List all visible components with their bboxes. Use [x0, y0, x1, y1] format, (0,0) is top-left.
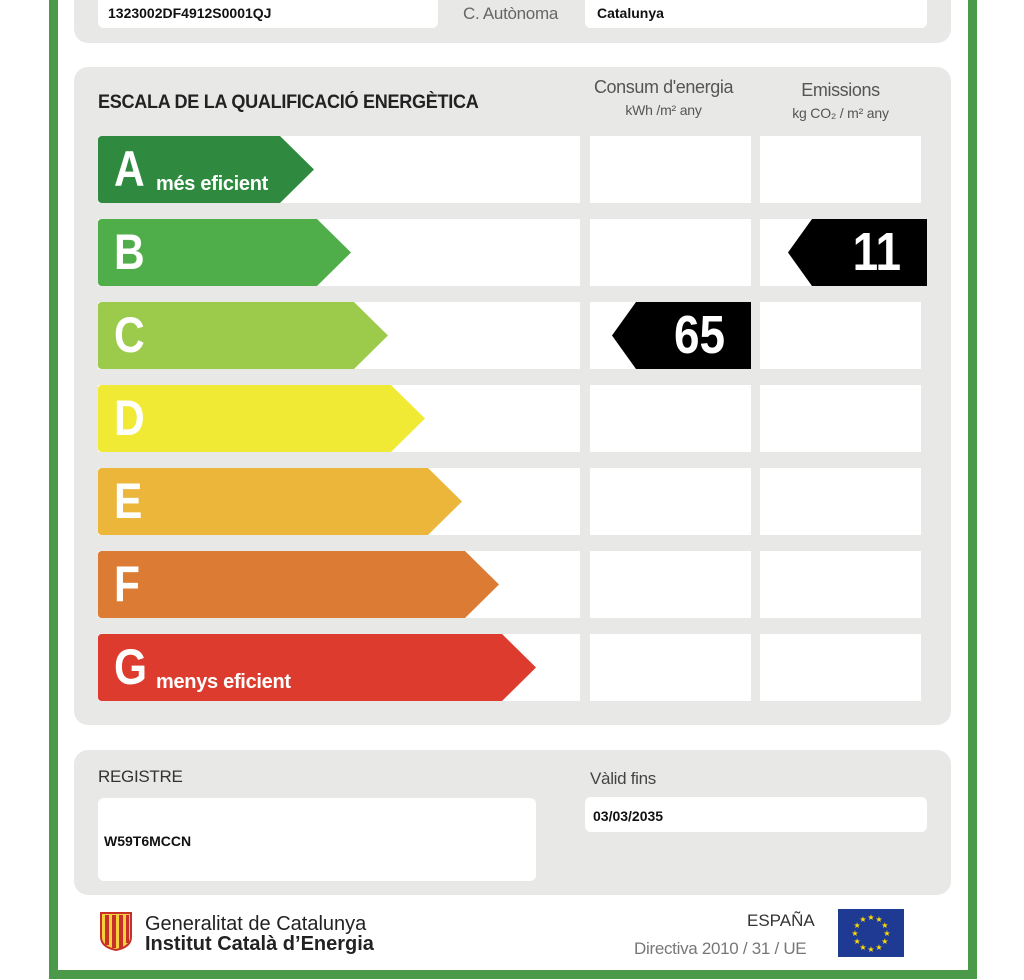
consumption-cell-a	[590, 136, 751, 203]
emissions-value: 11	[852, 222, 901, 282]
svg-text:★: ★	[853, 921, 861, 930]
svg-text:★: ★	[851, 929, 859, 938]
class-letter-a: A	[114, 141, 145, 197]
emissions-cell-g	[760, 634, 921, 701]
class-note-g: menys eficient	[156, 671, 291, 693]
emissions-cell-c	[760, 302, 921, 369]
class-arrow-d	[98, 385, 425, 452]
consumption-cell-d	[590, 385, 751, 452]
svg-text:★: ★	[881, 921, 889, 930]
class-arrow-f	[98, 551, 499, 618]
region-label: C. Autònoma	[463, 4, 558, 23]
valid-until-label: Vàlid fins	[590, 769, 656, 788]
svg-text:★: ★	[875, 942, 883, 952]
svg-text:★: ★	[881, 937, 889, 946]
consumption-value: 65	[673, 305, 725, 365]
class-arrow-g	[98, 634, 536, 701]
class-arrow-b	[98, 219, 351, 286]
svg-text:★: ★	[859, 915, 867, 925]
emissions-cell-f	[760, 551, 921, 618]
org-name-line2: Institut Català d’Energia	[145, 933, 374, 955]
consumption-title: Consum d'energia	[593, 77, 734, 97]
emissions-title: Emissions	[801, 80, 880, 100]
consumption-rating-marker	[590, 302, 751, 369]
cadastral-reference: 1323002DF4912S0001QJ	[108, 5, 272, 21]
class-letter-f: F	[114, 556, 140, 612]
eu-flag-icon	[838, 909, 904, 957]
emissions-unit: kg CO₂ / m² any	[792, 105, 889, 121]
emissions-cell-e	[760, 468, 921, 535]
scale-title: ESCALA DE LA QUALIFICACIÓ ENERGÈTICA	[98, 92, 479, 113]
valid-until-value: 03/03/2035	[593, 808, 664, 824]
consumption-cell-e	[590, 468, 751, 535]
emissions-rating-marker	[766, 219, 927, 286]
registry-label: REGISTRE	[98, 767, 183, 786]
svg-text:★: ★	[859, 942, 867, 952]
consumption-cell-b	[590, 219, 751, 286]
svg-text:★: ★	[867, 945, 875, 954]
region-value: Catalunya	[597, 5, 664, 21]
svg-text:★: ★	[875, 915, 883, 925]
class-arrow-e	[98, 468, 462, 535]
class-note-a: més eficient	[156, 173, 269, 195]
class-letter-g: G	[114, 639, 148, 695]
svg-text:★: ★	[867, 913, 875, 922]
emissions-header	[760, 80, 921, 121]
class-arrow-c	[98, 302, 388, 369]
emissions-cell-d	[760, 385, 921, 452]
registry-value: W59T6MCCN	[104, 833, 192, 849]
country-label: ESPAÑA	[747, 911, 815, 930]
directive-label: Directiva 2010 / 31 / UE	[634, 939, 807, 958]
class-letter-e: E	[114, 473, 143, 529]
svg-text:★: ★	[883, 929, 891, 938]
generalitat-shield-icon	[99, 911, 133, 951]
class-letter-c: C	[114, 307, 145, 363]
svg-text:★: ★	[853, 937, 861, 946]
class-letter-d: D	[114, 390, 145, 446]
emissions-cell-a	[760, 136, 921, 203]
consumption-header	[583, 77, 744, 118]
class-letter-b: B	[114, 224, 145, 280]
consumption-cell-g	[590, 634, 751, 701]
class-arrow-a	[98, 136, 314, 203]
org-name-line1: Generalitat de Catalunya	[145, 913, 367, 935]
consumption-cell-f	[590, 551, 751, 618]
consumption-unit: kWh /m² any	[625, 102, 702, 118]
